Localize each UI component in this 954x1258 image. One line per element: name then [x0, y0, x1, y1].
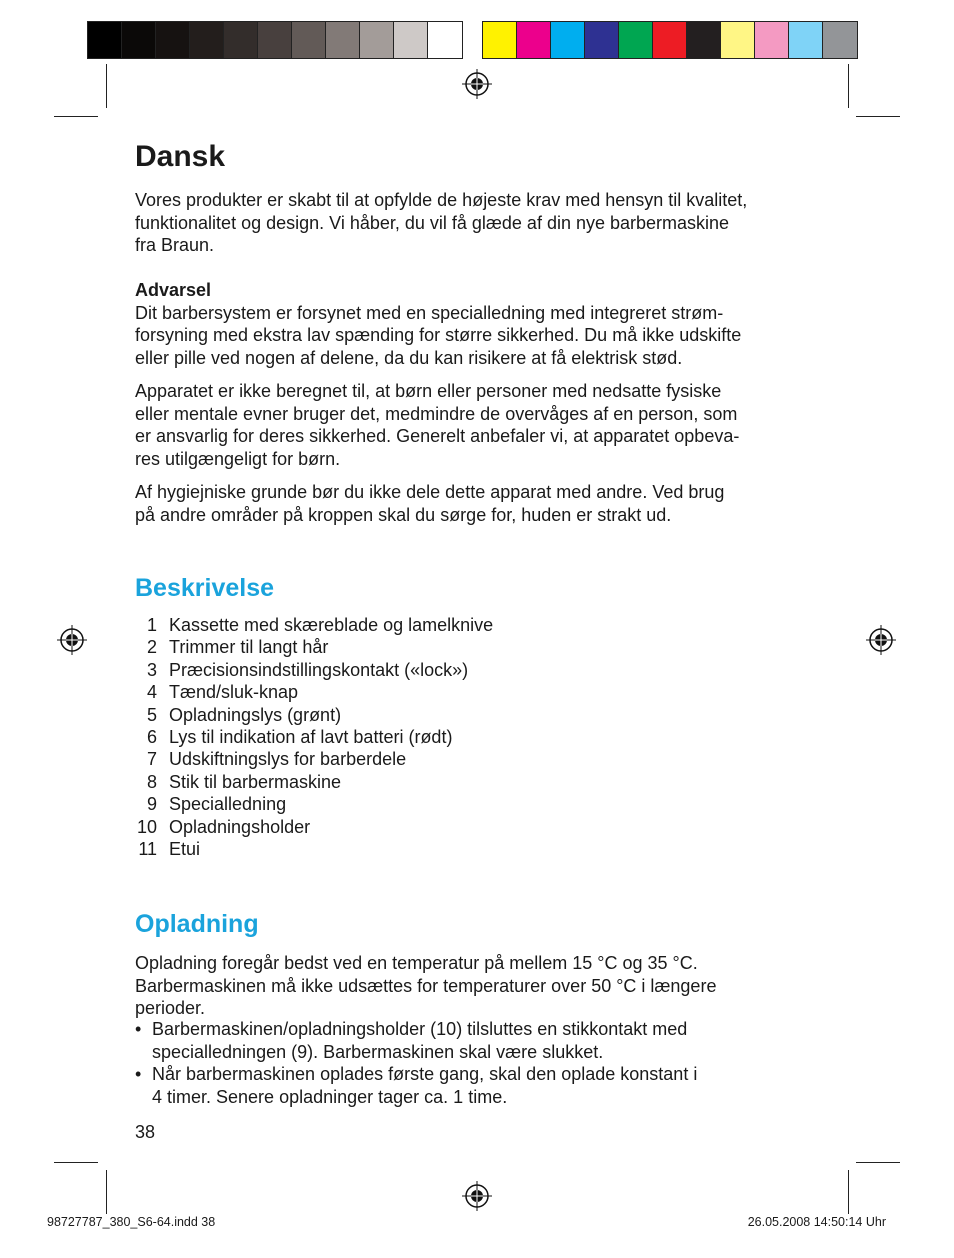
charging-bullet-list: [135, 1018, 697, 1108]
crop-mark-bottom-left-v: [106, 1170, 107, 1214]
crop-mark-top-left-h: [54, 116, 98, 117]
text-line: på andre områder på kroppen skal du sørge for, huden er strakt ud.: [135, 504, 672, 525]
text-line: specialledningen (9). Barbermaskinen skal være slukket.: [152, 1041, 604, 1062]
gray-swatch: [156, 22, 190, 58]
page-title: Dansk: [135, 140, 226, 173]
list-item-text: Kassette med skæreblade og lamelknive: [169, 615, 494, 635]
list-item-text: Udskiftningslys for barberdele: [169, 749, 407, 770]
text-line: res utilgængeligt for børn.: [135, 448, 341, 469]
text-line: Apparatet er ikke beregnet til, at børn eller personer med nedsatte fysiske: [135, 381, 722, 401]
registration-mark-icon: [866, 625, 896, 655]
list-item-number: 11: [138, 839, 157, 860]
gray-swatch: [292, 22, 326, 58]
warning-paragraph: [135, 279, 835, 369]
text-line: forsyning med ekstra lav spænding for større sikkerhed. Du må ikke udskifte: [135, 325, 742, 346]
bullet-item: [135, 1018, 697, 1063]
list-item-text: Stik til barbermaskine: [169, 771, 342, 792]
page-number: 38: [135, 1122, 156, 1142]
crop-mark-bottom-right-h: [856, 1162, 900, 1163]
text-line: Af hygiejniske grunde bør du ikke dele dette apparat med andre. Ved brug: [135, 482, 725, 502]
list-item-text: Specialledning: [169, 794, 287, 815]
text-line: Når barbermaskinen oplades første gang, skal den oplade konstant i: [152, 1064, 698, 1085]
color-swatch: [585, 22, 619, 58]
bullet-item: [135, 1063, 697, 1108]
bullet-icon: •: [135, 1064, 142, 1085]
list-item-text: Etui: [169, 839, 201, 860]
crop-mark-top-right-v: [848, 64, 849, 108]
color-swatch: [789, 22, 823, 58]
footer-timestamp: 26.05.2008 14:50:14 Uhr: [747, 1215, 886, 1229]
list-item-text: Tænd/sluk-knap: [169, 682, 299, 703]
list-item-number: 6: [146, 727, 157, 748]
registration-mark-icon: [57, 625, 87, 655]
list-item-number: 8: [146, 771, 157, 792]
gray-swatch: [360, 22, 394, 58]
list-item: [135, 726, 635, 748]
list-item: [135, 614, 635, 636]
list-item: [135, 771, 635, 793]
section-heading-description: Beskrivelse: [135, 574, 275, 602]
list-item-text: Trimmer til langt hår: [169, 637, 329, 658]
text-line: eller mentale evner bruger det, medmindre de overvåges af en person, som: [135, 403, 738, 424]
list-item: [135, 681, 635, 703]
hygiene-paragraph: [135, 481, 835, 526]
intro-paragraph: [135, 189, 835, 257]
list-item: [135, 793, 635, 815]
crop-mark-bottom-right-v: [848, 1170, 849, 1214]
list-item-number: 3: [146, 659, 157, 680]
grayscale-color-bar: [87, 21, 463, 59]
footer-file-info: 98727787_380_S6-64.indd 38: [47, 1215, 216, 1229]
color-swatch: [653, 22, 687, 58]
gray-swatch: [258, 22, 292, 58]
text-line: perioder.: [135, 998, 206, 1019]
gray-swatch: [190, 22, 224, 58]
color-swatch: [687, 22, 721, 58]
registration-mark-icon: [462, 69, 492, 99]
gray-swatch: [394, 22, 428, 58]
list-item-number: 10: [136, 816, 157, 837]
process-color-bar: [482, 21, 858, 59]
list-item: [135, 659, 635, 681]
color-swatch: [483, 22, 517, 58]
text-line: Dit barbersystem er forsynet med en specialledning med integreret strøm-: [135, 302, 724, 323]
text-line: Vores produkter er skabt til at opfylde de højeste krav med hensyn til kvalitet,: [135, 190, 748, 210]
warning-title: Advarsel: [135, 280, 212, 300]
color-swatch: [823, 22, 857, 58]
children-paragraph: [135, 380, 835, 470]
list-item: [135, 816, 635, 838]
registration-mark-icon: [462, 1181, 492, 1211]
color-swatch: [721, 22, 755, 58]
list-item-text: Opladningsholder: [169, 816, 311, 837]
list-item: [135, 704, 635, 726]
crop-mark-top-left-v: [106, 64, 107, 108]
text-line: Barbermaskinen/opladningsholder (10) tilsluttes en stikkontakt med: [152, 1019, 688, 1039]
list-item-number: 2: [146, 637, 157, 658]
charging-paragraph: [135, 952, 835, 1020]
list-item-number: 1: [146, 615, 157, 635]
list-item: [135, 838, 635, 860]
color-swatch: [619, 22, 653, 58]
list-item-text: Præcisionsindstillingskontakt («lock»): [169, 659, 469, 680]
list-item-text: Opladningslys (grønt): [169, 704, 342, 725]
list-item-text: Lys til indikation af lavt batteri (rødt): [169, 727, 453, 748]
text-line: er ansvarlig for deres sikkerhed. Generelt anbefaler vi, at apparatet opbeva-: [135, 426, 740, 447]
gray-swatch: [224, 22, 258, 58]
list-item-number: 4: [146, 682, 157, 703]
section-heading-charging: Opladning: [135, 910, 259, 938]
text-line: funktionalitet og design. Vi håber, du vil få glæde af din nye barbermaskine: [135, 212, 730, 233]
text-line: Opladning foregår bedst ved en temperatur på mellem 15 °C og 35 °C.: [135, 953, 698, 973]
gray-swatch: [428, 22, 462, 58]
text-line: 4 timer. Senere opladninger tager ca. 1 time.: [152, 1086, 508, 1107]
gray-swatch: [122, 22, 156, 58]
list-item-number: 9: [146, 794, 157, 815]
gray-swatch: [326, 22, 360, 58]
crop-mark-top-right-h: [856, 116, 900, 117]
crop-mark-bottom-left-h: [54, 1162, 98, 1163]
text-line: Barbermaskinen må ikke udsættes for temperaturer over 50 °C i længere: [135, 975, 717, 996]
list-item-number: 7: [146, 749, 157, 770]
list-item: [135, 748, 635, 770]
parts-list: [135, 614, 635, 860]
text-line: fra Braun.: [135, 235, 215, 256]
gray-swatch: [88, 22, 122, 58]
color-swatch: [755, 22, 789, 58]
list-item-number: 5: [146, 704, 157, 725]
text-line: eller pille ved nogen af delene, da du kan risikere at få elektrisk stød.: [135, 347, 683, 368]
bullet-icon: •: [135, 1019, 142, 1039]
color-swatch: [551, 22, 585, 58]
color-swatch: [517, 22, 551, 58]
list-item: [135, 636, 635, 658]
